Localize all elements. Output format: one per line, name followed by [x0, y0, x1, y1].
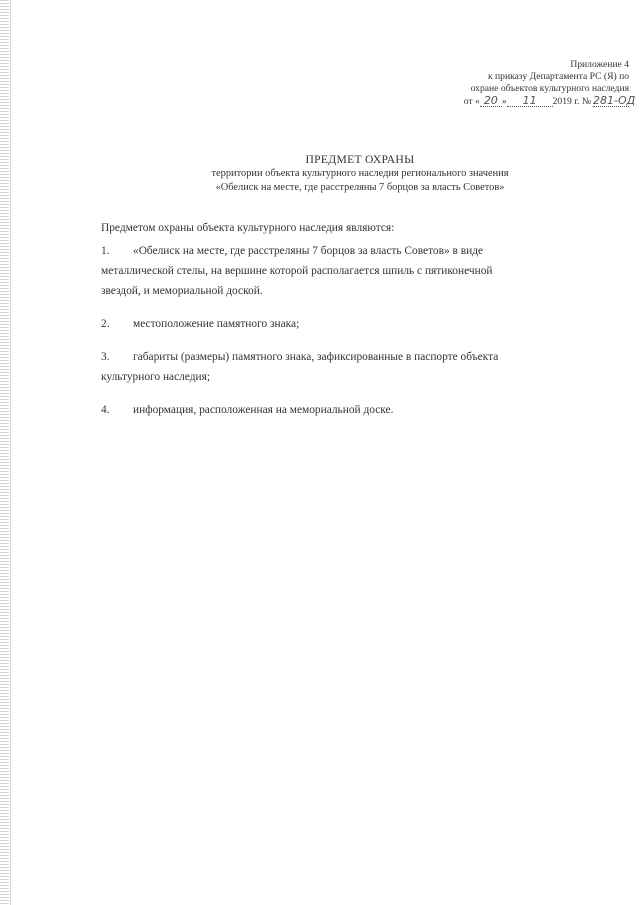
document-title: ПРЕДМЕТ ОХРАНЫ [305, 153, 415, 166]
list-item [101, 241, 569, 301]
handwritten-order-number: 281-ОД [593, 94, 636, 107]
list-item-number: 1. [101, 245, 110, 257]
list-item-text-cont: звездой, и мемориальной доской. [101, 285, 263, 297]
list-item-text: информация, расположенная на мемориальной доске. [133, 404, 394, 416]
list-item-number: 2. [101, 318, 110, 330]
appendix-order-ref: к приказу Департамента РС (Я) по [487, 71, 629, 82]
list-item [101, 314, 569, 334]
intro-paragraph: Предметом охраны объекта культурного наследия являются: [101, 222, 395, 234]
document-subtitle-1: территории объекта культурного наследия регионального значения [211, 168, 509, 179]
title-block [0, 152, 640, 195]
appendix-date-line [369, 94, 636, 108]
list-item-number: 3. [101, 351, 110, 363]
document-body [101, 218, 569, 425]
list-item-number: 4. [101, 404, 110, 416]
scan-edge-artifact [0, 0, 9, 905]
handwritten-month: 11 [507, 95, 553, 107]
list-item-text: местоположение памятного знака; [133, 318, 300, 330]
handwritten-day: 20 [480, 95, 502, 107]
date-mid: » [501, 96, 507, 107]
list-item [101, 347, 569, 387]
appendix-header [369, 59, 636, 108]
list-item-text: «Обелиск на месте, где расстреляны 7 борцов за власть Советов» в виде [133, 245, 484, 257]
appendix-label: Приложение 4 [570, 59, 629, 70]
date-prefix: от « [463, 96, 480, 107]
list-item-text: габариты (размеры) памятного знака, зафиксированные в паспорте объекта [133, 351, 499, 363]
list-item-text-cont: металлической стелы, на вершине которой располагается шпиль с пятиконечной [101, 265, 493, 277]
list-item-text-cont: культурного наследия; [101, 371, 211, 383]
document-subtitle-2: «Обелиск на месте, где расстреляны 7 борцов за власть Советов» [215, 182, 505, 193]
scan-edge-line [10, 0, 11, 905]
appendix-order-ref-cont: охране объектов культурного наследия [470, 83, 629, 94]
list-item [101, 400, 569, 420]
date-year: 2019 г. № [552, 96, 591, 107]
